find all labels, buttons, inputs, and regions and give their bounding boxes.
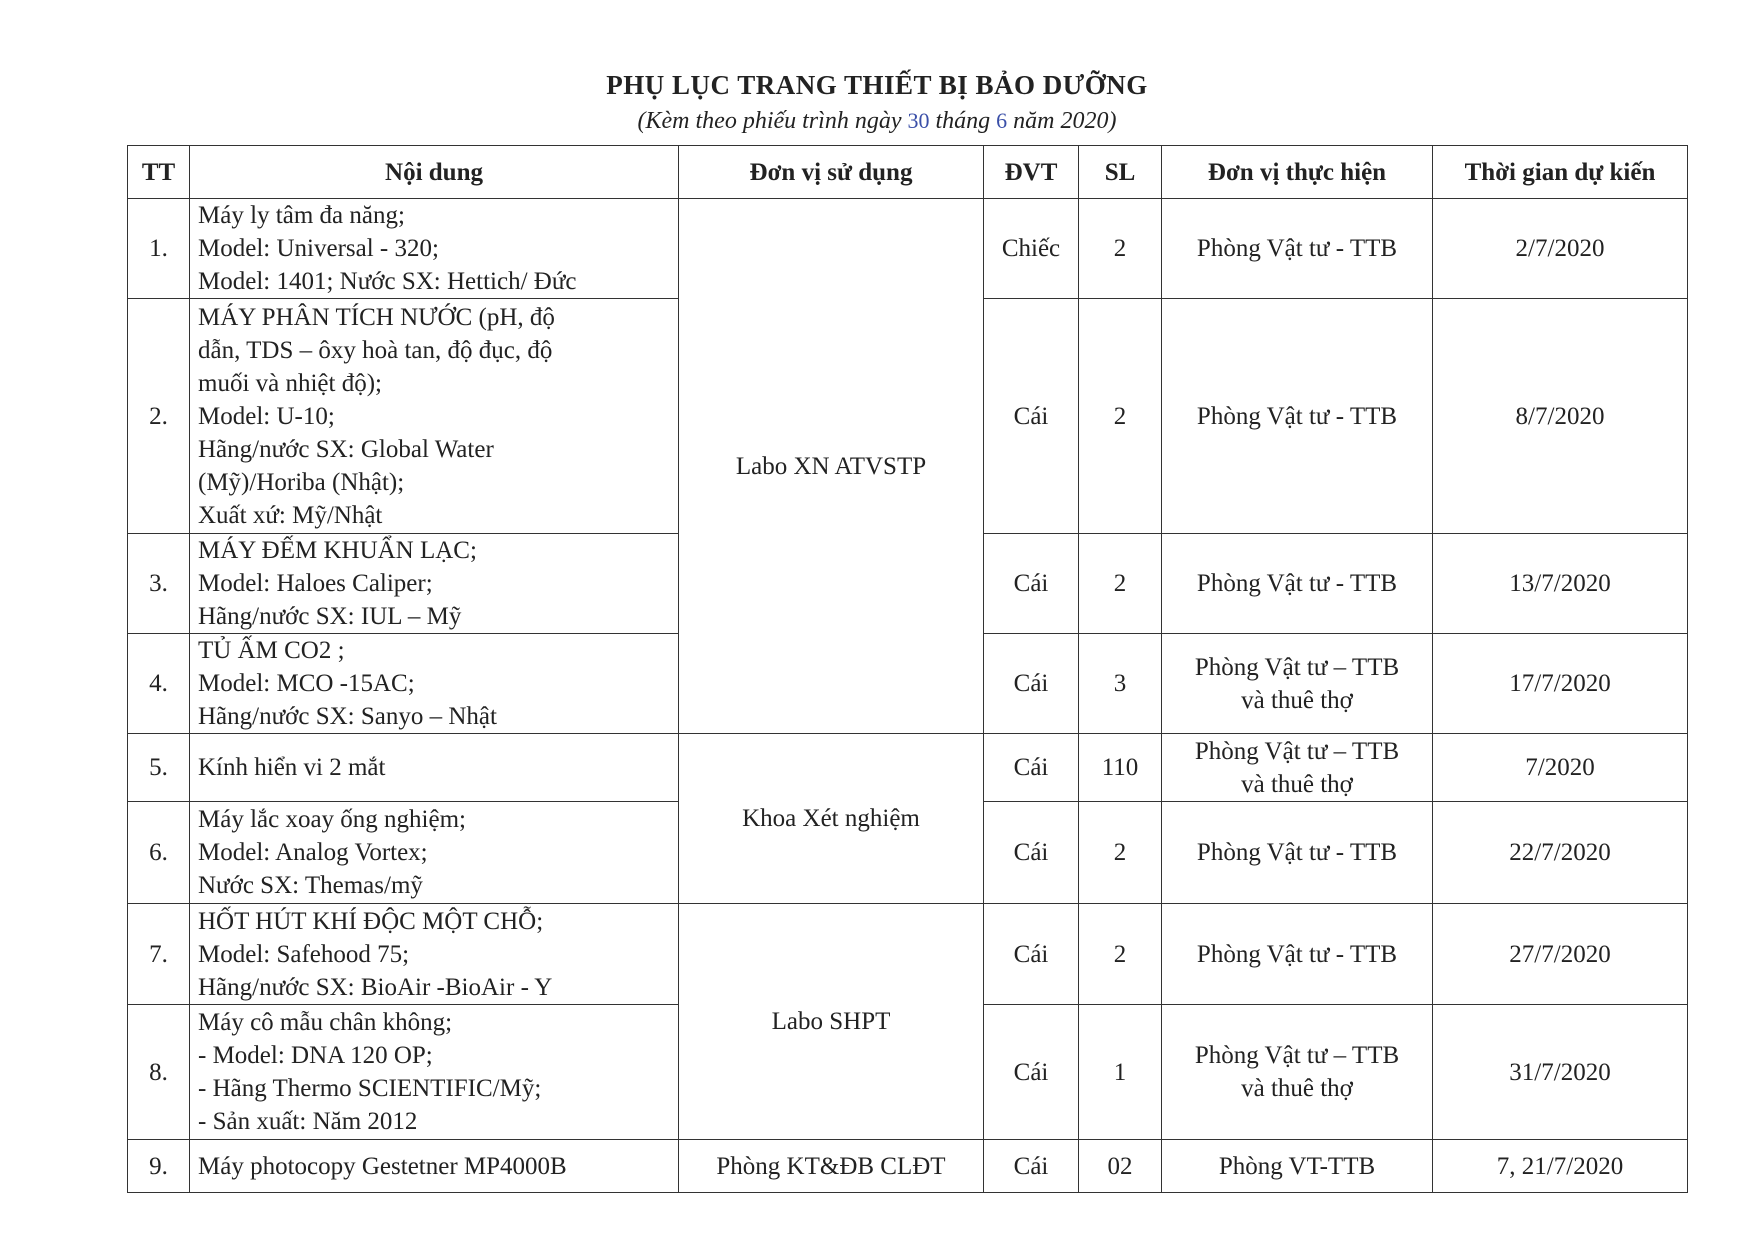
performer-line: và thuê thợ — [1241, 686, 1353, 714]
content-line: - Sản xuất: Năm 2012 — [198, 1108, 418, 1135]
row-content — [190, 1140, 679, 1193]
performer-line: Phòng Vật tư - TTB — [1196, 235, 1398, 262]
using-unit-cell: Khoa Xét nghiệm — [679, 734, 984, 904]
page-subtitle — [0, 108, 1754, 135]
performer-line: Phòng Vật tư – TTB — [1194, 737, 1400, 765]
page-title: PHỤ LỤC TRANG THIẾT BỊ BẢO DƯỠNG — [606, 70, 1148, 100]
performer-line: Phòng VT-TTB — [1218, 1152, 1376, 1180]
row-performer — [1162, 1140, 1433, 1193]
performer-line: Phòng Vật tư – TTB — [1194, 653, 1400, 681]
row-time: 13/7/2020 — [1433, 534, 1688, 634]
row-time: 2/7/2020 — [1433, 199, 1688, 299]
content-line: - Hãng Thermo SCIENTIFIC/Mỹ; — [198, 1075, 542, 1102]
row-content — [190, 904, 679, 1005]
content-line: Hãng/nước SX: Sanyo – Nhật — [198, 703, 497, 730]
performer-line: và thuê thợ — [1241, 770, 1353, 798]
content-line: Model: Universal - 320; — [198, 235, 439, 262]
row-dvt: Cái — [984, 734, 1079, 802]
row-dvt: Cái — [984, 904, 1079, 1005]
row-quantity: 2 — [1079, 299, 1162, 534]
content-line: (Mỹ)/Horiba (Nhật); — [198, 468, 405, 496]
content-line: Model: U-10; — [198, 402, 335, 430]
row-content — [190, 299, 679, 534]
row-dvt: Cái — [984, 1005, 1079, 1140]
content-line: MÁY ĐẾM KHUẨN LẠC; — [198, 537, 477, 564]
row-dvt: Cái — [984, 534, 1079, 634]
row-content — [190, 534, 679, 634]
row-quantity: 2 — [1079, 199, 1162, 299]
row-time: 8/7/2020 — [1433, 299, 1688, 534]
row-number: 7. — [128, 904, 190, 1005]
row-quantity: 110 — [1079, 734, 1162, 802]
row-content — [190, 634, 679, 734]
content-line: Model: MCO -15AC; — [198, 670, 415, 697]
performer-line: và thuê thợ — [1241, 1075, 1353, 1102]
row-dvt: Cái — [984, 1140, 1079, 1193]
content-line: Hãng/nước SX: IUL – Mỹ — [198, 603, 462, 630]
subtitle-month-label: tháng — [929, 108, 997, 134]
row-number: 5. — [128, 734, 190, 802]
row-dvt: Cái — [984, 634, 1079, 734]
header-quantity: SL — [1079, 146, 1162, 199]
row-dvt: Cái — [984, 299, 1079, 534]
content-line: dẫn, TDS – ôxy hoà tan, độ đục, độ — [198, 336, 553, 364]
content-line: Nước SX: Themas/mỹ — [198, 872, 423, 899]
row-performer — [1162, 199, 1433, 299]
content-line: Hãng/nước SX: Global Water — [198, 435, 494, 463]
row-time: 27/7/2020 — [1433, 904, 1688, 1005]
row-quantity: 3 — [1079, 634, 1162, 734]
performer-line: Phòng Vật tư - TTB — [1196, 940, 1398, 968]
row-quantity: 2 — [1079, 534, 1162, 634]
row-performer — [1162, 534, 1433, 634]
row-performer — [1162, 734, 1433, 802]
row-time: 7, 21/7/2020 — [1433, 1140, 1688, 1193]
row-quantity: 1 — [1079, 1005, 1162, 1140]
subtitle-prefix: (Kèm theo phiếu trình ngày — [637, 108, 908, 134]
content-line: Hãng/nước SX: BioAir -BioAir - Y — [198, 973, 553, 1001]
content-line: Kính hiển vi 2 mắt — [198, 754, 386, 781]
using-unit-cell: Labo SHPT — [679, 904, 984, 1140]
row-content — [190, 734, 679, 802]
content-line: Model: Safehood 75; — [198, 940, 410, 968]
row-number: 2. — [128, 299, 190, 534]
content-line: Model: Analog Vortex; — [198, 839, 428, 866]
subtitle-suffix: năm 2020) — [1007, 108, 1117, 134]
row-performer — [1162, 634, 1433, 734]
row-quantity: 02 — [1079, 1140, 1162, 1193]
row-time: 31/7/2020 — [1433, 1005, 1688, 1140]
row-number: 9. — [128, 1140, 190, 1193]
row-number: 3. — [128, 534, 190, 634]
equipment-table — [127, 145, 1688, 1193]
using-unit-cell: Labo XN ATVSTP — [679, 199, 984, 734]
table-row — [128, 734, 1688, 802]
row-performer — [1162, 904, 1433, 1005]
content-line: Xuất xứ: Mỹ/Nhật — [198, 501, 383, 529]
row-quantity: 2 — [1079, 802, 1162, 904]
performer-line: Phòng Vật tư - TTB — [1196, 570, 1398, 597]
content-line: Model: 1401; Nước SX: Hettich/ Đức — [198, 268, 577, 295]
row-performer — [1162, 802, 1433, 904]
content-line: Máy photocopy Gestetner MP4000B — [198, 1152, 567, 1180]
header-performer: Đơn vị thực hiện — [1162, 146, 1433, 199]
table-row — [128, 904, 1688, 1005]
row-content — [190, 199, 679, 299]
handwritten-month: 6 — [996, 108, 1008, 133]
row-time: 7/2020 — [1433, 734, 1688, 802]
row-performer — [1162, 1005, 1433, 1140]
row-quantity: 2 — [1079, 904, 1162, 1005]
row-number: 4. — [128, 634, 190, 734]
row-dvt: Cái — [984, 802, 1079, 904]
content-line: - Model: DNA 120 OP; — [198, 1042, 433, 1069]
header-tt: TT — [128, 146, 190, 199]
table-row — [128, 1140, 1688, 1193]
row-performer — [1162, 299, 1433, 534]
header-unit-of-measure: ĐVT — [984, 146, 1079, 199]
row-content — [190, 1005, 679, 1140]
content-line: Máy lắc xoay ống nghiệm; — [198, 806, 466, 833]
content-line: Model: Haloes Caliper; — [198, 570, 433, 597]
handwritten-day: 30 — [907, 108, 930, 133]
content-line: muối và nhiệt độ); — [198, 369, 382, 397]
content-line: HỐT HÚT KHÍ ĐỘC MỘT CHỖ; — [198, 907, 544, 935]
row-number: 6. — [128, 802, 190, 904]
performer-line: Phòng Vật tư - TTB — [1196, 839, 1398, 866]
content-line: Máy cô mẫu chân không; — [198, 1009, 453, 1036]
performer-line: Phòng Vật tư - TTB — [1196, 402, 1398, 430]
row-time: 17/7/2020 — [1433, 634, 1688, 734]
using-unit-cell: Phòng KT&ĐB CLĐT — [679, 1140, 984, 1193]
row-time: 22/7/2020 — [1433, 802, 1688, 904]
header-content: Nội dung — [190, 146, 679, 199]
row-content — [190, 802, 679, 904]
header-using-unit: Đơn vị sử dụng — [679, 146, 984, 199]
content-line: MÁY PHÂN TÍCH NƯỚC (pH, độ — [198, 303, 555, 331]
header-expected-time: Thời gian dự kiến — [1433, 146, 1688, 199]
row-number: 8. — [128, 1005, 190, 1140]
content-line: Máy ly tâm đa năng; — [198, 202, 405, 229]
table-row — [128, 199, 1688, 299]
table-header-row — [128, 146, 1688, 199]
content-line: TỦ ẤM CO2 ; — [198, 637, 345, 664]
row-dvt: Chiếc — [984, 199, 1079, 299]
performer-line: Phòng Vật tư – TTB — [1194, 1042, 1400, 1069]
row-number: 1. — [128, 199, 190, 299]
